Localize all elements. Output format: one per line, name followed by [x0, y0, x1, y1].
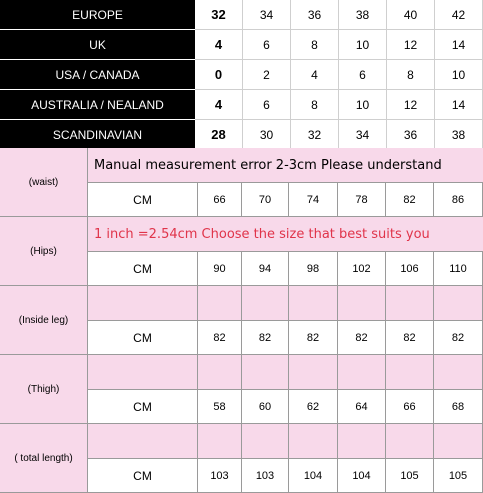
size-value: 40: [387, 0, 435, 30]
measurement-value: 62: [289, 390, 338, 424]
size-value: 34: [243, 0, 291, 30]
size-row-label: SCANDINAVIAN: [0, 120, 195, 149]
pink-cell: [338, 286, 386, 321]
pink-cell: [386, 355, 434, 390]
pink-cell: [198, 355, 242, 390]
measurement-label: (Hips): [0, 217, 88, 286]
measurement-value: 105: [434, 459, 483, 493]
measurement-value: 82: [198, 321, 242, 355]
size-value: 6: [339, 60, 387, 90]
size-row-label: AUSTRALIA / NEALAND: [0, 90, 195, 119]
pink-cell: [289, 286, 338, 321]
measurement-value: 82: [338, 321, 386, 355]
pink-cell: [434, 286, 483, 321]
pink-cell: [198, 424, 242, 459]
size-value: 14: [435, 90, 483, 120]
pink-cell: [88, 286, 198, 321]
measurement-value: 106: [386, 252, 434, 286]
size-value: 10: [435, 60, 483, 90]
pink-cell: [338, 424, 386, 459]
size-value: 32: [291, 120, 339, 150]
measurement-value: 68: [434, 390, 483, 424]
pink-cell: [289, 424, 338, 459]
pink-cell: [242, 286, 289, 321]
size-value: 12: [387, 90, 435, 120]
size-row-label: UK: [0, 30, 195, 59]
measurement-value: 82: [434, 321, 483, 355]
pink-cell: [386, 424, 434, 459]
measurement-value: 90: [198, 252, 242, 286]
measurement-note: Manual measurement error 2-3cm Please understand: [88, 148, 483, 183]
measurement-value: 94: [242, 252, 289, 286]
size-row-label: USA / CANADA: [0, 60, 195, 89]
pink-cell: [88, 424, 198, 459]
measurement-value: 58: [198, 390, 242, 424]
size-value: 4: [291, 60, 339, 90]
pink-cell: [386, 286, 434, 321]
measurement-value: 82: [289, 321, 338, 355]
measurement-value: 70: [242, 183, 289, 217]
size-value: 8: [291, 30, 339, 60]
measurement-value: 78: [338, 183, 386, 217]
measurement-value: 66: [198, 183, 242, 217]
size-value: 38: [339, 0, 387, 30]
measurement-note: 1 inch =2.54cm Choose the size that best suits you: [88, 217, 483, 252]
pink-cell: [88, 355, 198, 390]
size-value: 14: [435, 30, 483, 60]
measurement-label: (waist): [0, 148, 88, 217]
size-value: 4: [195, 30, 243, 60]
measurement-value: 103: [242, 459, 289, 493]
pink-cell: [434, 355, 483, 390]
size-value: 6: [243, 30, 291, 60]
unit-label: CM: [88, 390, 198, 424]
size-value: 36: [291, 0, 339, 30]
measurement-value: 64: [338, 390, 386, 424]
size-value: 10: [339, 90, 387, 120]
measurement-value: 105: [386, 459, 434, 493]
pink-cell: [198, 286, 242, 321]
measurement-value: 104: [338, 459, 386, 493]
size-row-label: EUROPE: [0, 0, 195, 29]
measurement-label: (Thigh): [0, 355, 88, 424]
measurement-value: 86: [434, 183, 483, 217]
size-value: 12: [387, 30, 435, 60]
measurement-label: (Inside leg): [0, 286, 88, 355]
measurement-value: 104: [289, 459, 338, 493]
size-value: 0: [195, 60, 243, 90]
size-value: 8: [291, 90, 339, 120]
size-value: 10: [339, 30, 387, 60]
size-value: 32: [195, 0, 243, 30]
unit-label: CM: [88, 252, 198, 286]
measurement-value: 74: [289, 183, 338, 217]
measurement-label: ( total length): [0, 424, 88, 493]
size-value: 2: [243, 60, 291, 90]
pink-cell: [434, 424, 483, 459]
size-value: 4: [195, 90, 243, 120]
measurement-value: 82: [386, 183, 434, 217]
measurement-value: 66: [386, 390, 434, 424]
measurement-value: 103: [198, 459, 242, 493]
unit-label: CM: [88, 183, 198, 217]
pink-cell: [242, 424, 289, 459]
pink-cell: [242, 355, 289, 390]
pink-cell: [289, 355, 338, 390]
size-value: 8: [387, 60, 435, 90]
unit-label: CM: [88, 321, 198, 355]
pink-cell: [338, 355, 386, 390]
measurement-value: 110: [434, 252, 483, 286]
size-value: 38: [435, 120, 483, 150]
size-value: 36: [387, 120, 435, 150]
measurement-value: 98: [289, 252, 338, 286]
measurement-value: 60: [242, 390, 289, 424]
size-value: 34: [339, 120, 387, 150]
measurement-value: 82: [386, 321, 434, 355]
size-value: 6: [243, 90, 291, 120]
size-value: 30: [243, 120, 291, 150]
size-value: 42: [435, 0, 483, 30]
measurement-value: 82: [242, 321, 289, 355]
measurement-value: 102: [338, 252, 386, 286]
unit-label: CM: [88, 459, 198, 493]
size-value: 28: [195, 120, 243, 150]
